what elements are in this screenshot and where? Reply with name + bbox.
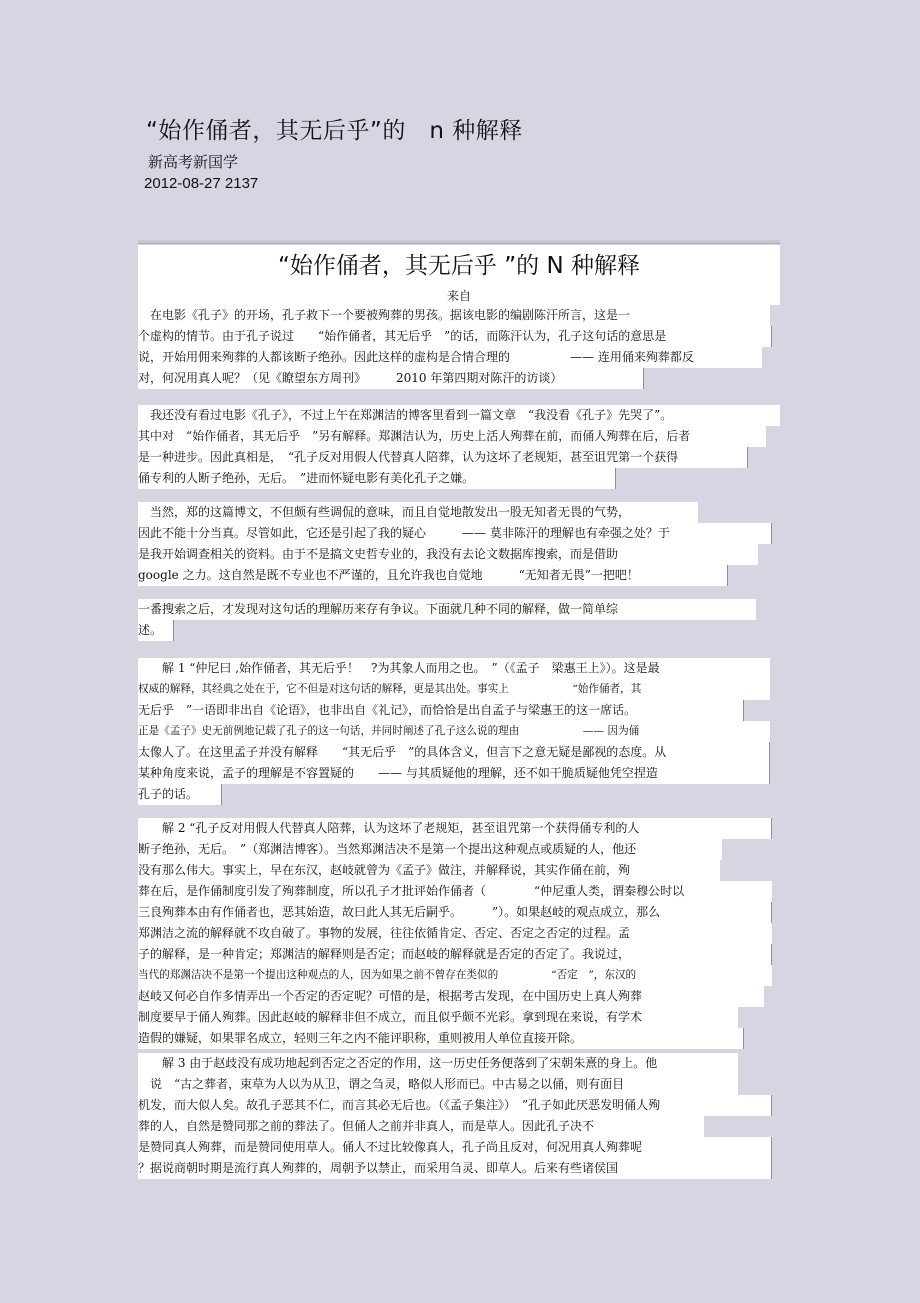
paragraph: [138, 1053, 772, 1179]
article-title: “始作俑者，其无后乎 ”的 N 种解释: [138, 245, 780, 287]
text-line: 是赞同真人殉葬，而是赞同使用草人。俑人不过比较像真人，孔子尚且反对，何况用真人殉葬呢: [138, 1137, 772, 1158]
text-line: 在电影《孔子》的开场，孔子救下一个要被殉葬的男孩。据该电影的编剧陈汗所言，这是一: [138, 305, 770, 326]
document-date: 2012-08-27 2137: [144, 175, 259, 192]
text-line: 其中对 “始作俑者，其无后乎 ”另有解释。郑渊洁认为，历史上活人殉葬在前，而俑人殉葬在后，后者: [138, 426, 766, 447]
text-line: google 之力。这自然是既不专业也不严谨的，且允许我也自觉地 “无知者无畏”一把吧！: [138, 565, 728, 586]
text-line: 俑专利的人断子绝孙，无后。 ”进而怀疑电影有美化孔子之嫌。: [138, 468, 616, 489]
text-line: 说，开始用佣来殉葬的人都该断子绝孙。因此这样的虚构是合情合理的 —— 连用俑来殉葬都反: [138, 347, 762, 368]
text-line: ？据说商朝时期是流行真人殉葬的，周朝予以禁止，而采用刍灵、即草人。后来有些诸侯国: [138, 1158, 772, 1179]
text-line: 葬在后，是作俑制度引发了殉葬制度，所以孔子才批评始作俑者（ “仲尼重人类，谓秦穆公时以: [138, 881, 772, 902]
text-line: 葬的人，自然是赞同那之前的葬法了。但俑人之前并非真人，而是草人。因此孔子决不: [138, 1116, 704, 1137]
document-author: 新高考新国学: [148, 153, 239, 171]
text-line: 述。: [138, 620, 174, 641]
paragraph: [138, 502, 772, 586]
text-line: 是我开始调查相关的资料。由于不是搞文史哲专业的，我没有去论文数据库搜索，而是借助: [138, 544, 758, 565]
paragraph: [138, 599, 756, 641]
text-line: 解 1 “仲尼曰 ,始作俑者，其无后乎！ ?为其象人而用之也。 ”（《孟子 梁惠王上》）。这是最: [138, 658, 770, 679]
text-line: 说 “古之葬者，束草为人以为从卫，谓之刍灵，略似人形而已。中古易之以俑，则有面目: [138, 1074, 738, 1095]
text-line: 解 2 “孔子反对用假人代替真人陪葬，认为这坏了老规矩，甚至诅咒第一个获得俑专利的人: [138, 818, 772, 839]
text-line: 当然，郑的这篇博文，不但颇有些调侃的意味，而且自觉地散发出一股无知者无畏的气势，: [138, 502, 698, 523]
text-line: 制度要早于俑人殉葬。因此赵岐的解释非但不成立，而且似乎颇不光彩。拿到现在来说，有学术: [138, 1007, 738, 1028]
text-line: 没有那么伟大。事实上，早在东汉，赵岐就曾为《孟子》做注，并解释说，其实作俑在前，殉: [138, 860, 720, 881]
header-divider: [138, 240, 780, 244]
text-line: 我还没有看过电影《孔子》，不过上午在郑渊洁的博客里看到一篇文章 “我没看《孔子》先哭了”。: [138, 405, 780, 426]
text-line: 某种角度来说，孟子的理解是不容置疑的 —— 与其质疑他的理解，还不如干脆质疑他凭空捏造: [138, 763, 770, 784]
paragraph: [138, 658, 770, 805]
article-source: 来自: [138, 287, 780, 305]
text-line: 对，何况用真人呢？（见《瞭望东方周刊》 2010 年第四期对陈汗的访谈）: [138, 368, 644, 389]
text-line: 一番搜索之后，才发现对这句话的理解历来存有争议。下面就几种不同的解释，做一简单综: [138, 599, 756, 620]
text-line: 个虚构的情节。由于孔子说过 “始作俑者，其无后乎 ”的话，而陈汗认为，孔子这句话的意思是: [138, 326, 772, 347]
text-line: 因此不能十分当真。尽管如此，它还是引起了我的疑心 —— 莫非陈汗的理解也有牵强之处？于: [138, 523, 772, 544]
text-line: 是一种进步。因此真相是， “孔子反对用假人代替真人陪葬，认为这坏了老规矩，甚至诅咒第一个获得: [138, 447, 748, 468]
text-line: 孔子的话。: [138, 784, 222, 805]
text-line: 解 3 由于赵歧没有成功地起到否定之否定的作用，这一历史任务便落到了宋朝朱熹的身上。他: [138, 1053, 738, 1074]
text-line: 当代的郑渊洁决不是第一个提出这种观点的人，因为如果之前不曾存在类似的 “否定 ”，东汉的: [138, 965, 772, 986]
text-line: 权威的解释，其经典之处在于，它不但是对这句话的解释，更是其出处。事实上 “始作俑者，其: [138, 679, 770, 700]
text-line: 太像人了。在这里孟子并没有解释 “其无后乎 ”的具体含义，但言下之意无疑是鄙视的态度。从: [138, 742, 770, 763]
text-line: 无后乎 ”一语即非出自《论语》，也非出自《礼记》，而恰恰是出自孟子与梁惠王的这一席话。: [138, 700, 744, 721]
text-line: 三良殉葬本由有作俑者也，恶其始造，故曰此人其无后嗣乎。 ”）。如果赵岐的观点成立，那么: [138, 902, 772, 923]
text-line: 造假的嫌疑，如果罪名成立，轻则三年之内不能评职称，重则被用人单位直接开除。: [138, 1028, 744, 1049]
text-line: 子的解释，是一种肯定；郑渊洁的解释则是否定；而赵岐的解释就是否定的否定了。我说过，: [138, 944, 772, 965]
text-line: 正是《孟子》史无前例地记载了孔子的这一句话，并同时阐述了孔子这么说的理由 —— 因为俑: [138, 721, 770, 742]
paragraph: [138, 305, 772, 389]
text-line: 断子绝孙，无后。 ”（郑渊洁博客）。当然郑渊洁决不是第一个提出这种观点或质疑的人，他还: [138, 839, 722, 860]
text-line: 机发，而大似人矣。故孔子恶其不仁，而言其必无后也。（《孟子集注》） ”孔子如此厌恶发明俑人殉: [138, 1095, 772, 1116]
text-line: 郑渊洁之流的解释就不攻自破了。事物的发展，往往依循肯定、否定、否定之否定的过程。孟: [138, 923, 772, 944]
document-title: “始作俑者，其无后乎”的 n 种解释: [146, 118, 523, 144]
paragraph: [138, 405, 780, 489]
paragraph: [138, 818, 772, 1049]
text-line: 赵岐又何必自作多情弄出一个否定的否定呢？可惜的是，根据考古发现，在中国历史上真人殉葬: [138, 986, 764, 1007]
